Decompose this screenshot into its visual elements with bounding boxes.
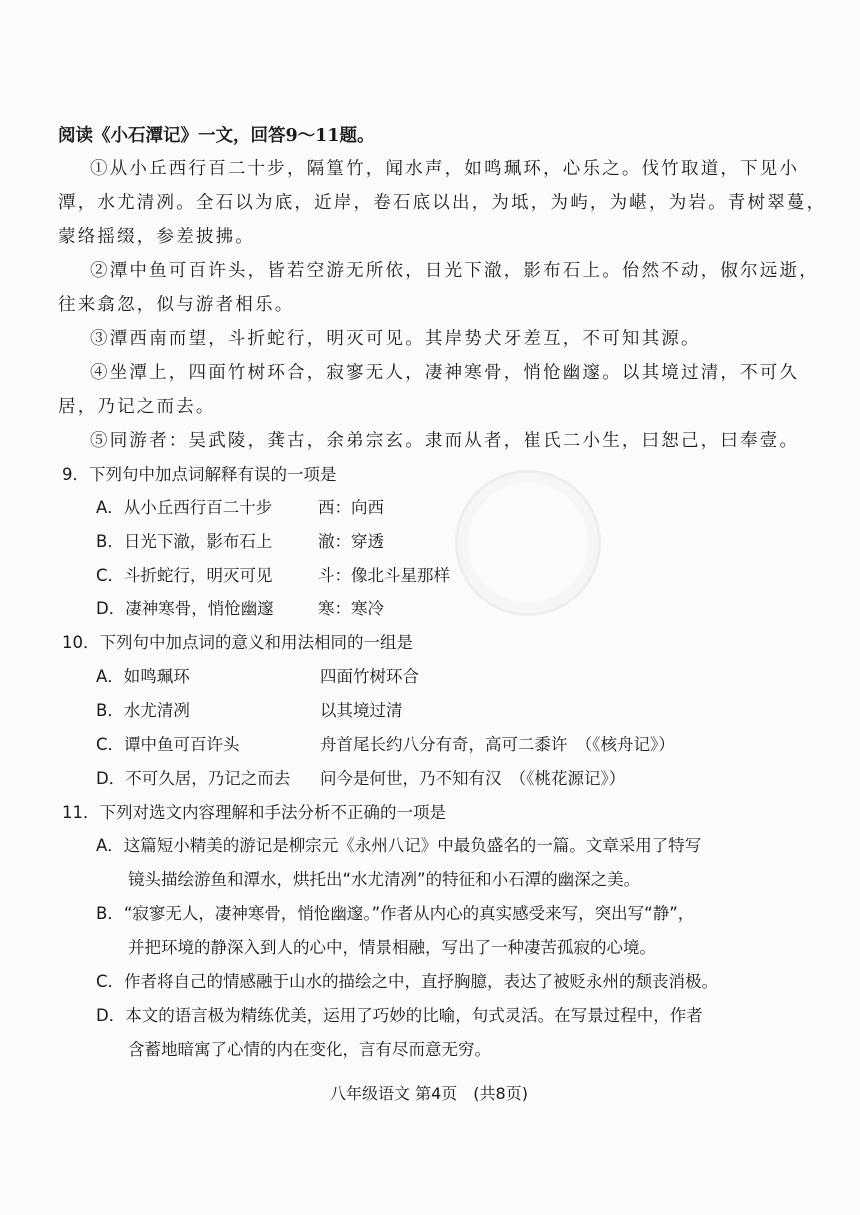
q10-option-a-pair: 四面竹树环合	[320, 667, 419, 686]
q9-option-a-gloss: 西：向西	[318, 498, 384, 517]
passage-line: 居，乃记之而去。	[58, 397, 216, 417]
q11-option-a-line1: A．这篇短小精美的游记是柳宗元《永州八记》中最负盛名的一篇。文章采用了特写	[96, 836, 702, 855]
passage-line: ③潭西南而望，斗折蛇行，明灭可见。其岸势犬牙差互，不可知其源。	[90, 329, 701, 349]
faint-watermark-seal	[455, 470, 601, 616]
q10-option-d: D．不可久居，乃记之而去	[96, 769, 291, 788]
question-11-stem: 11．下列对选文内容理解和手法分析不正确的一项是	[62, 803, 446, 822]
q9-option-b-gloss: 澈：穿透	[318, 532, 384, 551]
passage-line: ①从小丘西行百二十步，隔篁竹，闻水声，如鸣珮环，心乐之。伐竹取道，下见小	[90, 159, 800, 179]
q11-option-c: C．作者将自己的情感融于山水的描绘之中，直抒胸臆，表达了被贬永州的颓丧消极。	[96, 972, 719, 991]
q9-option-c: C．斗折蛇行，明灭可见	[96, 566, 273, 585]
q10-option-c: C．谭中鱼可百许头	[96, 735, 240, 754]
reading-instruction: 阅读《小石潭记》一文，回答9～11题。	[58, 126, 375, 146]
q10-option-b: B．水尤清冽	[96, 701, 190, 720]
passage-line: 往来翕忽，似与游者相乐。	[58, 295, 295, 315]
passage-line: ④坐潭上，四面竹树环合，寂寥无人，凄神寒骨，悄怆幽邃。以其境过清，不可久	[90, 363, 800, 383]
passage-line: ⑤同游者：吴武陵，龚古，余弟宗玄。隶而从者，崔氏二小生，曰恕己，曰奉壹。	[90, 431, 800, 451]
q11-option-b-line1: B．“寂寥无人，凄神寒骨，悄怆幽邃。”作者从内心的真实感受来写，突出写“静”，	[96, 904, 695, 923]
passage-line: 蒙络摇缀，参差披拂。	[58, 227, 255, 247]
page-footer: 八年级语文 第4页 (共8页)	[330, 1084, 528, 1103]
q9-option-d: D．凄神寒骨，悄怆幽邃	[96, 599, 274, 618]
q10-option-d-pair: 问今是何世，乃不知有汉 （《桃花源记》）	[320, 769, 626, 788]
passage-line: 潭，水尤清冽。全石以为底，近岸，卷石底以出，为坻，为屿，为嵁，为岩。青树翠蔓，	[58, 193, 827, 213]
question-9-stem: 9．下列句中加点词解释有误的一项是	[62, 465, 337, 484]
q9-option-b: B．日光下澈，影布石上	[96, 532, 273, 551]
q10-option-c-pair: 舟首尾长约八分有奇，高可二黍许 （《核舟记》）	[320, 735, 675, 754]
question-10-stem: 10．下列句中加点词的意义和用法相同的一组是	[62, 633, 413, 652]
q11-option-a-line2: 镜头描绘游鱼和潭水，烘托出“水尤清冽”的特征和小石潭的幽深之美。	[128, 870, 641, 889]
passage-line: ②潭中鱼可百许头，皆若空游无所依，日光下澈，影布石上。佁然不动，俶尔远逝，	[90, 261, 819, 281]
q10-option-a: A．如鸣珮环	[96, 667, 190, 686]
q11-option-d-line2: 含蓄地暗寓了心情的内在变化，言有尽而意无穷。	[128, 1040, 491, 1059]
q11-option-b-line2: 并把环境的静深入到人的心中，情景相融，写出了一种凄苦孤寂的心境。	[128, 938, 656, 957]
q10-option-b-pair: 以其境过清	[320, 701, 403, 720]
q11-option-d-line1: D．本文的语言极为精练优美，运用了巧妙的比喻，句式灵活。在写景过程中，作者	[96, 1006, 703, 1025]
q9-option-c-gloss: 斗：像北斗星那样	[318, 566, 450, 585]
q9-option-d-gloss: 寒：寒冷	[318, 599, 384, 618]
q9-option-a: A．从小丘西行百二十步	[96, 498, 273, 517]
